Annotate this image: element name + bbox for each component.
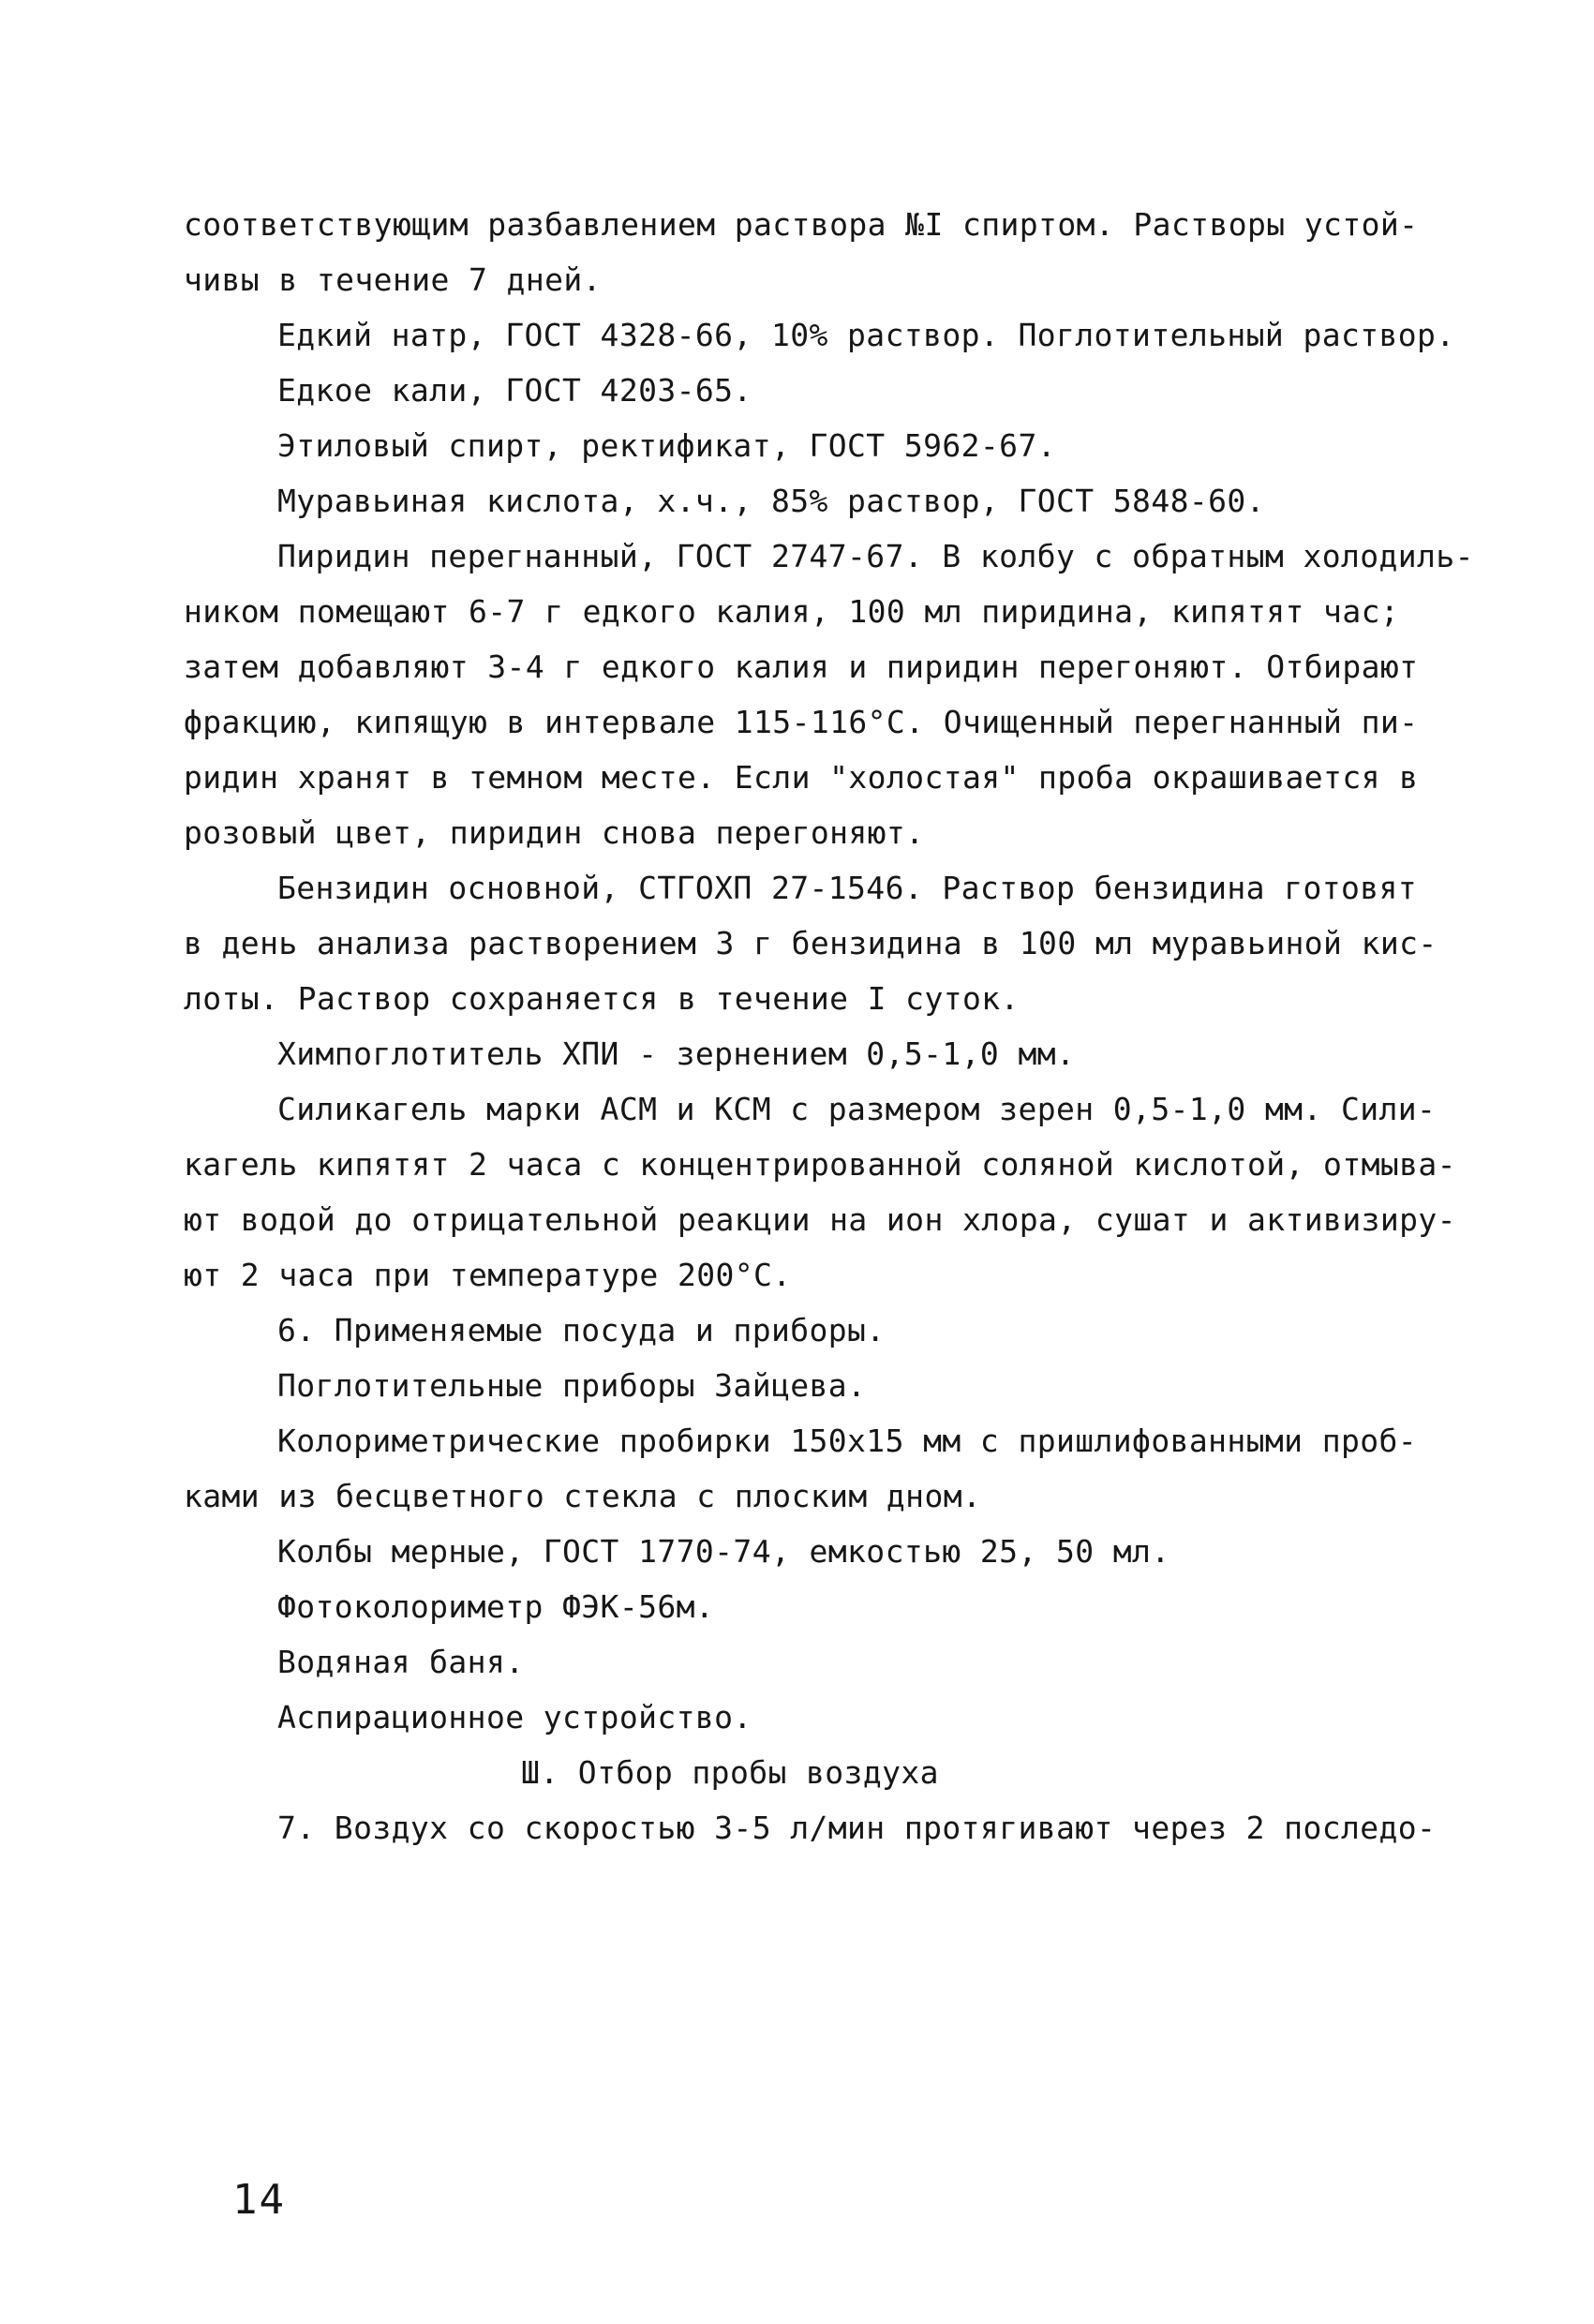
text-line: Этиловый спирт, ректификат, ГОСТ 5962-67. (277, 427, 1056, 464)
text-line: розовый цвет, пиридин снова перегоняют. (184, 814, 925, 851)
text-line: ют 2 часа при температуре 200°С. (184, 1257, 792, 1293)
text-line: Колориметрические пробирки 150х15 мм с пришлифованными проб- (277, 1423, 1418, 1459)
text-line: Едкое кали, ГОСТ 4203-65. (277, 372, 752, 409)
text-line: в день анализа растворением 3 г бензидина в 100 мл муравьиной кис- (184, 925, 1438, 961)
text-line: затем добавляют 3-4 г едкого калия и пиридин перегоняют. Отбирают (184, 648, 1419, 685)
text-line: Поглотительные приборы Зайцева. (277, 1367, 867, 1404)
text-line: фракцию, кипящую в интервале 115-116°С. Очищенный перегнанный пи- (184, 704, 1419, 740)
text-line: Пиридин перегнанный, ГОСТ 2747-67. В колбу с обратным холодиль- (277, 538, 1474, 574)
text-line: Едкий натр, ГОСТ 4328-66, 10% раствор. Поглотительный раствор. (277, 317, 1455, 353)
body-text (184, 197, 1474, 1855)
section-heading: Ш. Отбор пробы воздуха (521, 1754, 939, 1791)
text-line: соответствующим разбавлением раствора №I спиртом. Растворы устой- (184, 206, 1419, 243)
text-line: ками из бесцветного стекла с плоским дном. (184, 1478, 982, 1514)
text-line: Силикагель марки АСМ и КСМ с размером зерен 0,5-1,0 мм. Сили- (277, 1091, 1437, 1127)
text-line: лоты. Раствор сохраняется в течение I суток. (184, 980, 1020, 1017)
page-number: 14 (232, 2176, 286, 2224)
text-line: Водяная баня. (277, 1644, 525, 1680)
text-line: Химпоглотитель ХПИ - зернением 0,5-1,0 мм. (277, 1035, 1076, 1072)
text-line: ником помещают 6-7 г едкого калия, 100 мл пиридина, кипятят час; (184, 593, 1400, 630)
text-line: Бензидин основной, СТГОХП 27-1546. Раствор бензидина готовят (277, 870, 1418, 906)
text-line: Колбы мерные, ГОСТ 1770-74, емкостью 25, 50 мл. (277, 1533, 1170, 1570)
text-line: ридин хранят в темном месте. Если "холостая" проба окрашивается в (184, 759, 1419, 796)
text-line: Муравьиная кислота, х.ч., 85% раствор, ГОСТ 5848-60. (277, 483, 1265, 519)
text-line: 7. Воздух со скоростью 3-5 л/мин протягивают через 2 последо- (277, 1810, 1437, 1846)
text-line: Фотоколориметр ФЭК-56м. (277, 1588, 715, 1625)
text-line: ют водой до отрицательной реакции на ион хлора, сушат и активизиру- (184, 1201, 1456, 1238)
text-line: Аспирационное устройство. (277, 1699, 752, 1736)
text-line: кагель кипятят 2 часа с концентрированной соляной кислотой, отмыва- (184, 1146, 1456, 1183)
text-line: чивы в течение 7 дней. (184, 261, 602, 298)
text-line: 6. Применяемые посуда и приборы. (277, 1312, 886, 1348)
